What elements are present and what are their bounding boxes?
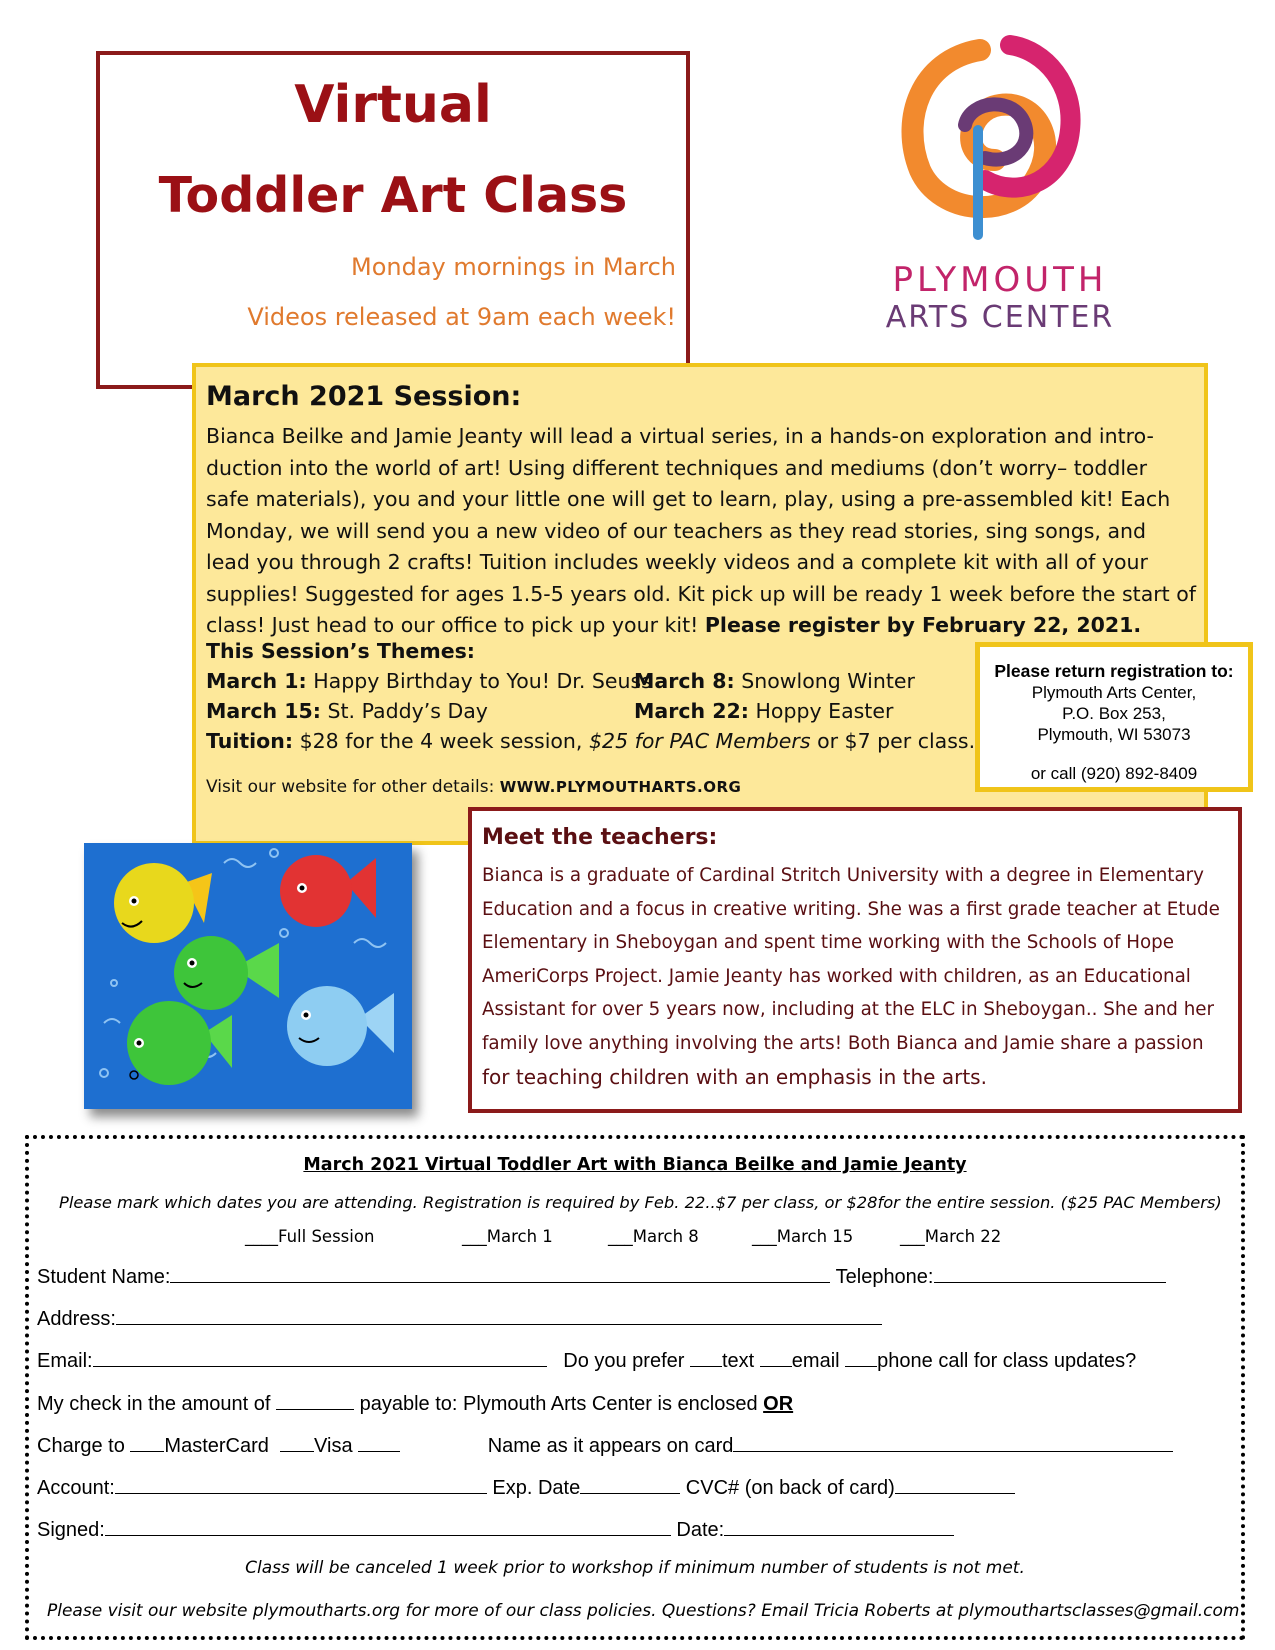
teachers-bio: Bianca is a graduate of Cardinal Stritch University with a degree in Elementary Education and a focus in creative writing. She was a first grade teacher at Etude Elementary in Sheboygan and spent time working with the Schools of Hope AmeriCorps Project. Jamie Jeanty has worked with children, as an Educational Assistant for over 5 years now, including at the ELC in Sheboygan.. She and her family love anything involving the arts! Both Bianca and Jamie share a passion [482,865,1220,1054]
tuition-line: Tuition: $28 for the 4 week session, $25 for PAC Members or $7 per class. [206,729,976,753]
signature-field[interactable] [105,1517,671,1536]
row-check: My check in the amount of payable to: Plymouth Arts Center is enclosed OR [37,1393,794,1415]
email-field[interactable] [93,1348,547,1367]
theme-march-15: March 15: St. Paddy’s Day [206,699,488,723]
subtitle-schedule: Monday mornings in March [350,253,676,281]
return-heading: Please return registration to: [994,661,1234,681]
account-field[interactable] [115,1475,487,1494]
registration-title: March 2021 Virtual Toddler Art with Bianca Beilke and Jamie Jeanty [303,1155,967,1175]
logo-swirl-icon [860,30,1140,260]
visa-field[interactable] [280,1433,314,1452]
option-march-1[interactable]: ___March 1 [462,1227,553,1246]
session-body-text: Bianca Beilke and Jamie Jeanty will lead a virtual series, in a hands-on exploration and intro-duction into the world of art! Using different techniques and mediums (don’t worry– toddler safe materials), you and your little one will get to learn, play, using a pre-assembled kit! Each Monday, we will send you a new video of our teachers as they read stories, sing songs, and lead you through 2 crafts! Tuition includes weekly videos and a complete kit with all of your supplies! Suggested for ages 1.5-5 years old. Kit pick up will be ready 1 week before the start of class! Just head to our office to pick up your kit! [206,424,1196,637]
pref-phone-field[interactable] [845,1348,877,1367]
website-link[interactable]: WWW.PLYMOUTHARTS.ORG [499,778,742,796]
logo-text-plymouth: PLYMOUTH [892,260,1108,300]
website-line: Visit our website for other details: WWW.PLYMOUTHARTS.ORG [206,777,742,797]
row-signed: Signed: Date: [37,1517,954,1542]
teachers-box [468,807,1242,1113]
option-march-8[interactable]: ___March 8 [608,1227,699,1246]
row-address: Address: [37,1306,882,1331]
check-amount-field[interactable] [276,1391,354,1410]
logo-text-arts-center: ARTS CENTER [885,300,1115,335]
teachers-description [482,859,1234,1095]
card-other-field[interactable] [358,1433,400,1452]
fish-craft-image [84,843,412,1109]
option-march-22[interactable]: ___March 22 [900,1227,1002,1246]
return-address-1: Plymouth Arts Center, [1031,683,1197,702]
option-full-session[interactable]: ____Full Session [245,1227,375,1246]
return-address-2: P.O. Box 253, [1062,704,1166,723]
title-line-2: Toddler Art Class [158,167,628,224]
registration-instructions: Please mark which dates you are attending. Registration is required by Feb. 22..$7 per class, or $28for the entire session. ($25 PAC Members) [59,1193,1222,1212]
student-name-field[interactable] [170,1264,830,1283]
subtitle-release: Videos released at 9am each week! [247,303,676,331]
policy-note: Please visit our website plymoutharts.org for more of our class policies. Questions? Email Tricia Roberts at plymouthartsclasses@gmail.com [47,1601,1240,1621]
pref-email-field[interactable] [760,1348,792,1367]
date-field[interactable] [724,1517,954,1536]
theme-march-8: March 8: Snowlong Winter [634,669,915,693]
name-on-card-field[interactable] [733,1433,1173,1452]
row-account: Account: Exp. Date CVC# (on back of card) [37,1475,1015,1500]
row-student: Student Name: Telephone: [37,1264,1166,1289]
telephone-field[interactable] [934,1264,1166,1283]
mastercard-field[interactable] [130,1433,164,1452]
plymouth-arts-center-logo [860,30,1140,340]
address-field[interactable] [116,1306,882,1325]
registration-form [25,1135,1245,1640]
teachers-bio-last: for teaching children with an emphasis in the arts. [482,1064,987,1089]
themes-heading: This Session’s Themes: [206,639,475,663]
row-email: Email: Do you prefer text email phone call for class updates? [37,1350,1137,1372]
option-march-15[interactable]: ___March 15 [752,1227,854,1246]
register-deadline: Please register by February 22, 2021. [704,613,1142,637]
teachers-heading: Meet the teachers: [482,825,718,850]
row-charge: Charge to MasterCard Visa Name as it appears on card [37,1433,1173,1458]
exp-date-field[interactable] [580,1475,680,1494]
pref-text-field[interactable] [690,1348,722,1367]
theme-march-1: March 1: Happy Birthday to You! Dr. Seuss [206,669,652,693]
title-box [96,51,690,389]
return-phone: or call (920) 892-8409 [1030,764,1198,783]
return-address-3: Plymouth, WI 53073 [1037,725,1191,744]
session-description [206,421,1196,642]
cvc-field[interactable] [895,1475,1015,1494]
session-heading: March 2021 Session: [206,381,522,412]
theme-march-22: March 22: Hoppy Easter [634,699,894,723]
return-registration-box [975,642,1253,792]
cancel-note: Class will be canceled 1 week prior to workshop if minimum number of students is not met. [245,1558,1025,1578]
title-line-1: Virtual [294,75,492,135]
